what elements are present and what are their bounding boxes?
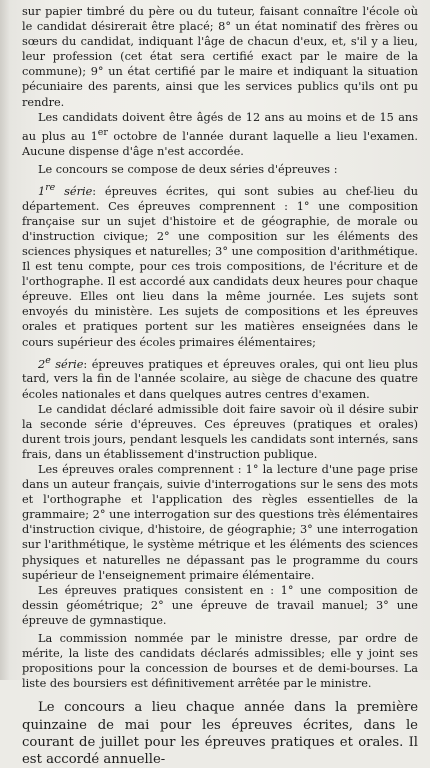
paragraph-practical-exams: Les épreuves pratiques consistent en : 1° une composition de dessin géométrique; 2° une épreuve de travail manuel; 3° une épreuve de gymnastique. [22, 583, 418, 627]
paragraph-admissible-candidate: Le candidat déclaré admissible doit faire savoir où il désire subir la seconde série d'épreuves. Ces épreuves (pratiques et orales) durent trois jours, pendant lesquels les candidats sont internés, sans frais, dans un établissement d'instruction publique. [22, 402, 418, 461]
paragraph-commission: La commission nommée par le ministre dresse, par ordre de mérite, la liste des candidats déclarés admissibles; elle y joint ses propositions pour la concession de bourses et de demi-bourses. La liste des boursiers est définitivement arrêtée par le ministre. [22, 632, 418, 691]
paragraph-second-series: 2e série: épreuves pratiques et épreuves orales, qui ont lieu plus tard, vers la fin de l'année scolaire, au siège de chacune des quatre écoles nationales et dans quelques autres centres d'examen. [22, 354, 418, 401]
paragraph-oral-exams: Les épreuves orales comprennent : 1° la lecture d'une page prise dans un auteur français, suivie d'interrogations sur le sens des mots et l'orthographe et l'application des règles essentielles de la grammaire; 2° une interrogation sur des questions très élémentaires d'instruction civique, d'histoire, de géographie; 3° une interrogation sur l'arithmétique, le système métrique et les éléments des sciences physiques et naturelles ne dépassant pas le programme du cours supérieur de l'enseignement primaire élémentaire. [22, 463, 418, 582]
paragraph-age-requirement: Les candidats doivent être âgés de 12 ans au moins et de 15 ans au plus au 1er octobre de l'année durant laquelle a lieu l'examen. Aucune dispense d'âge n'est accordée. [22, 110, 418, 158]
paragraph-concours-series: Le concours se compose de deux séries d'épreuves : [38, 162, 338, 176]
page-fold-shadow [0, 0, 10, 680]
paragraph-concours-schedule: Le concours a lieu chaque année dans la première quinzaine de mai pour les épreuves écrites, dans le courant de juillet pour les épreuves pratiques et orales. Il est accordé annuelle- [22, 700, 418, 768]
paragraph-first-series: 1re série: épreuves écrites, qui sont subies au chef-lieu du département. Ces épreuves comprennent : 1° une composition française sur un sujet d'histoire et de géographie, de morale ou d'instruction civique; 2° une composition sur les éléments des sciences physiques et naturelles; 3° une composition d'arithmétique. Il est tenu compte, pour ces trois compositions, de l'écriture et de l'orthographe. Il est accordé aux candidats deux heures pour chaque épreuve. Elles ont lieu dans la même journée. Les sujets sont envoyés du ministère. Les sujets de compositions et les épreuves orales et pratiques portent sur les matières enseignées dans le cours supérieur des écoles primaires élémentaires; [22, 181, 418, 349]
paragraph-required-documents: sur papier timbré du père ou du tuteur, faisant connaître l'école où le candidat désirerait être placé; 8° un état nominatif des frères ou sœurs du candidat, indiquant l'âge de chacun d'eux, et, s'il y a lieu, leur profession (cet état sera certifié exact par le maire de la commune); 9° un état certifié par le maire et indiquant la situation pécuniaire des parents, ainsi que les services publics qu'ils ont pu rendre. [22, 5, 418, 109]
